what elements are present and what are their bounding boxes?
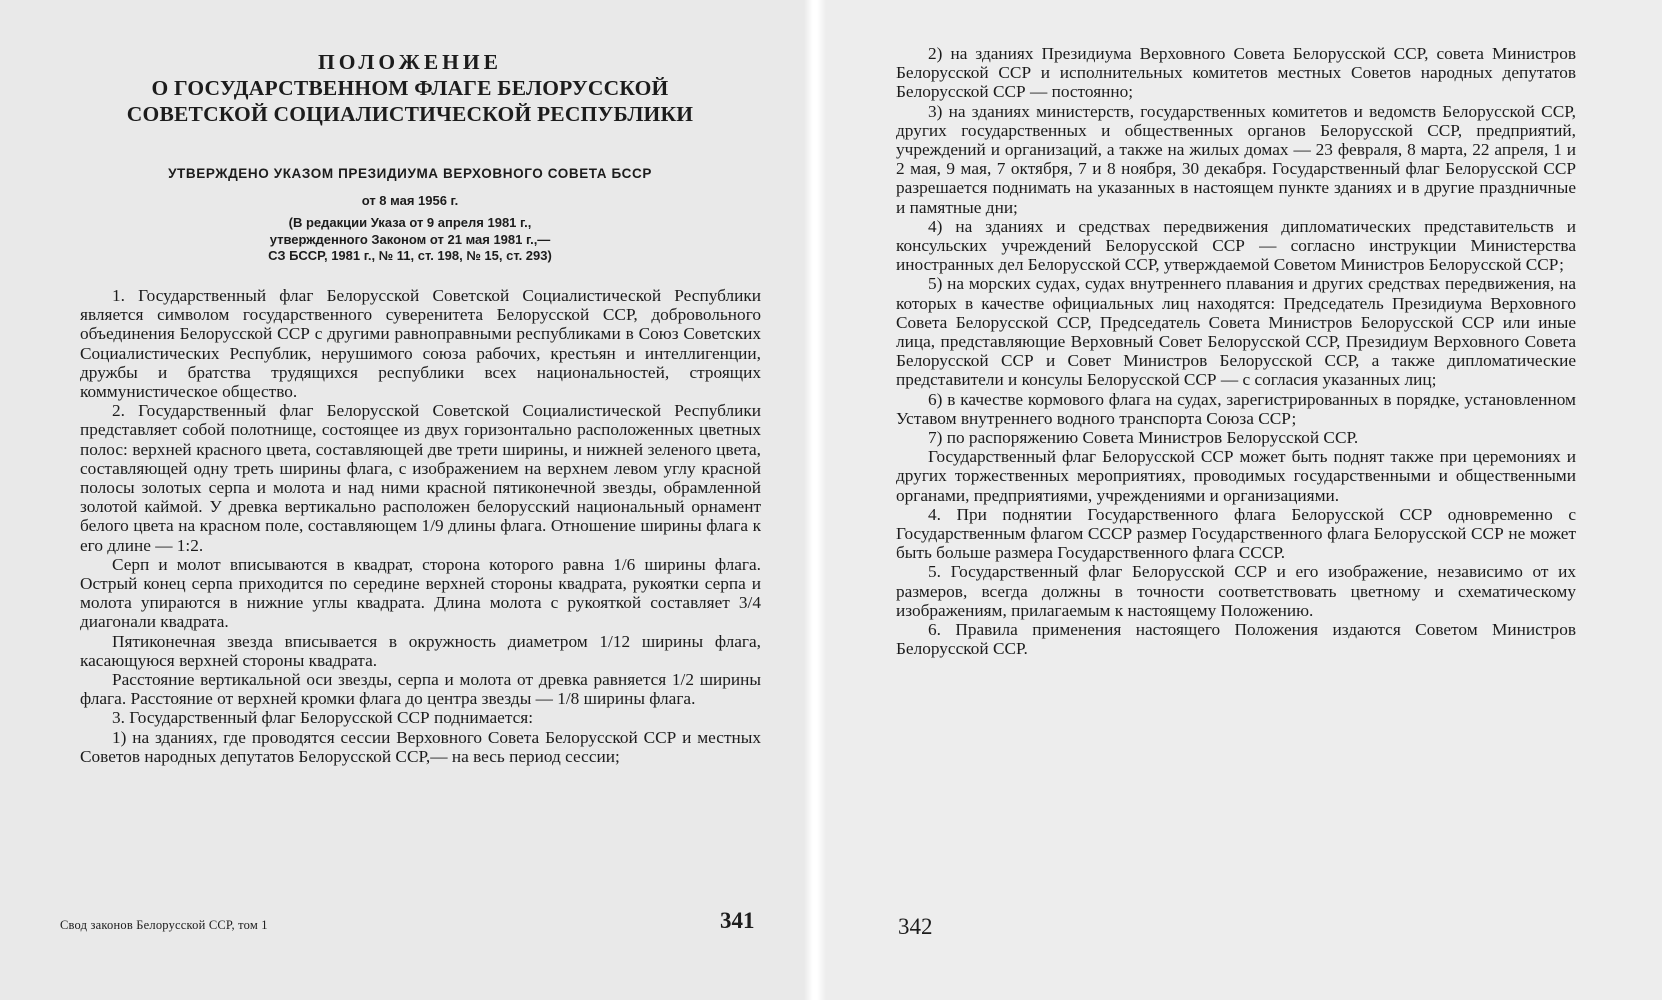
edition-line-1: (В редакции Указа от 9 апреля 1981 г., [288,215,532,230]
paragraph: 4. При поднятии Государственного флага Белорусской ССР одновременно с Государственным флагом СССР размер Государственного флага Белорусской ССР не может быть больше размера Государственного флага СССР. [896,504,1576,563]
paragraph: 2. Государственный флаг Белорусской Советской Социалистической Республики представляет собой полотнище, состоящее из двух горизонтально расположенных цветных полос: верхней красного цвета, составляющей две трети ширины, и нижней зеленого цвета, составляющей одну треть ширины флага, с изображением на верхнем левом углу красной полосы золотых серпа и молота и над ними красной пятиконечной звезды, обрамленной золотой каймой. У древка вертикально расположен белорусский национальный орнамент белого цвета на красном поле, составляющем 1/9 длины флага. Отношение ширины флага к его длине — 1:2. [80,401,761,555]
right-page [826,0,1662,1000]
paragraph: 7) по распоряжению Совета Министров Белорусской ССР. [928,428,1359,448]
approval-date: от 8 мая 1956 г. [361,193,459,208]
paragraph: 4) на зданиях и средствах передвижения дипломатических представительств и консульских учреждений Белорусской ССР — согласно инструкции Министерства иностранных дел Белорусской ССР, утверждаемой Советом Министров Белорусской ССР; [896,216,1576,275]
paragraph: Серп и молот вписываются в квадрат, сторона которого равна 1/6 ширины флага. Острый конец серпа приходится по середине верхней стороны квадрата, рукоятки серпа и молота упираются в нижние углы квадрата. Длина молота с рукояткой составляет 3/4 диагонали квадрата. [80,554,761,632]
document-title [60,49,760,127]
paragraph: 1. Государственный флаг Белорусской Советской Социалистической Республики является символом государственного суверенитета Белорусской ССР, добровольного объединения Белорусской ССР с другими равноправными республиками в Союз Советских Социалистических Республик, нерушимого союза рабочих, крестьян и интеллигенции, дружбы и братства трудящихся республики всех национальностей, строящих коммунистическое общество. [80,286,761,402]
paragraph: 3. Государственный флаг Белорусской ССР поднимается: [112,708,534,728]
paragraph: 6. Правила применения настоящего Положения издаются Советом Министров Белорусской ССР. [896,620,1576,659]
edition-note [60,215,760,265]
paragraph: 5) на морских судах, судах внутреннего плавания и других средствах передвижения, на которых в качестве официальных лиц находятся: Председатель Президиума Верховного Совета Белорусской ССР, Председатель Совета Министров Белорусской ССР или иные лица, представляющие Верховный Совет Белорусской ССР, Президиум Верховного Совета Белорусской ССР и Совет Министров Белорусской ССР, а также дипломатические представители и консулы Белорусской ССР — с согласия указанных лиц; [896,274,1576,390]
book-gutter [804,0,826,1000]
paragraph: Государственный флаг Белорусской ССР может быть поднят также при церемониях и других торжественных мероприятиях, проводимых государственными и общественными органами, предприятиями, учреждениями и организациями. [896,447,1576,505]
right-page-body [896,44,1576,659]
title-line-3: СОВЕТСКОЙ СОЦИАЛИСТИЧЕСКОЙ РЕСПУБЛИКИ [126,102,694,126]
paragraph: 1) на зданиях, где проводятся сессии Верховного Совета Белорусской ССР и местных Советов народных депутатов Белорусской ССР,— на весь период сессии; [80,727,761,766]
left-page [0,0,804,1000]
paragraph: 6) в качестве кормового флага на судах, зарегистрированных в порядке, установленном Уставом внутреннего водного транспорта Союза ССР; [896,389,1576,428]
page-footer: Свод законов Белорусской ССР, том 1 [60,918,268,932]
edition-line-2: утвержденного Законом от 21 мая 1981 г.,— [269,231,551,247]
paragraph: Пятиконечная звезда вписывается в окружность диаметром 1/12 ширины флага, касающуюся верхней стороны квадрата. [80,631,761,670]
approval-heading: УТВЕРЖДЕНО УКАЗОМ ПРЕЗИДИУМА ВЕРХОВНОГО СОВЕТА БССР [168,166,652,181]
paragraph: Расстояние вертикальной оси звезды, серпа и молота от древка равняется 1/2 ширины флага. Расстояние от верхней кромки флага до центра звезды — 1/8 ширины флага. [80,670,761,709]
edition-line-3: СЗ БССР, 1981 г., № 11, ст. 198, № 15, ст. 293) [268,248,552,263]
paragraph: 3) на зданиях министерств, государственных комитетов и ведомств Белорусской ССР, других государственных и общественных органов Белорусской ССР, предприятий, учреждений и организаций, а также на жилых домах — 23 февраля, 8 марта, 22 апреля, 1 и 2 мая, 9 мая, 7 октября, 7 и 8 ноября, 30 декабря. Государственный флаг Белорусской ССР разрешается поднимать на указанных в настоящем пункте зданиях и в другие праздничные и памятные дни; [896,101,1576,217]
title-line-1: ПОЛОЖЕНИЕ [318,50,502,74]
page-number: 341 [720,908,755,933]
paragraph: 2) на зданиях Президиума Верховного Совета Белорусской ССР, совета Министров Белорусской ССР и исполнительных комитетов местных Советов народных депутатов Белорусской ССР — постоянно; [896,44,1576,102]
title-line-2: О ГОСУДАРСТВЕННОМ ФЛАГЕ БЕЛОРУССКОЙ [151,76,669,100]
left-page-body [80,286,761,766]
paragraph: 5. Государственный флаг Белорусской ССР и его изображение, независимо от их размеров, всегда должны в точности соответствовать цветному и схематическому изображениям, прилагаемым к настоящему Положению. [896,562,1576,620]
page-number: 342 [898,914,933,939]
